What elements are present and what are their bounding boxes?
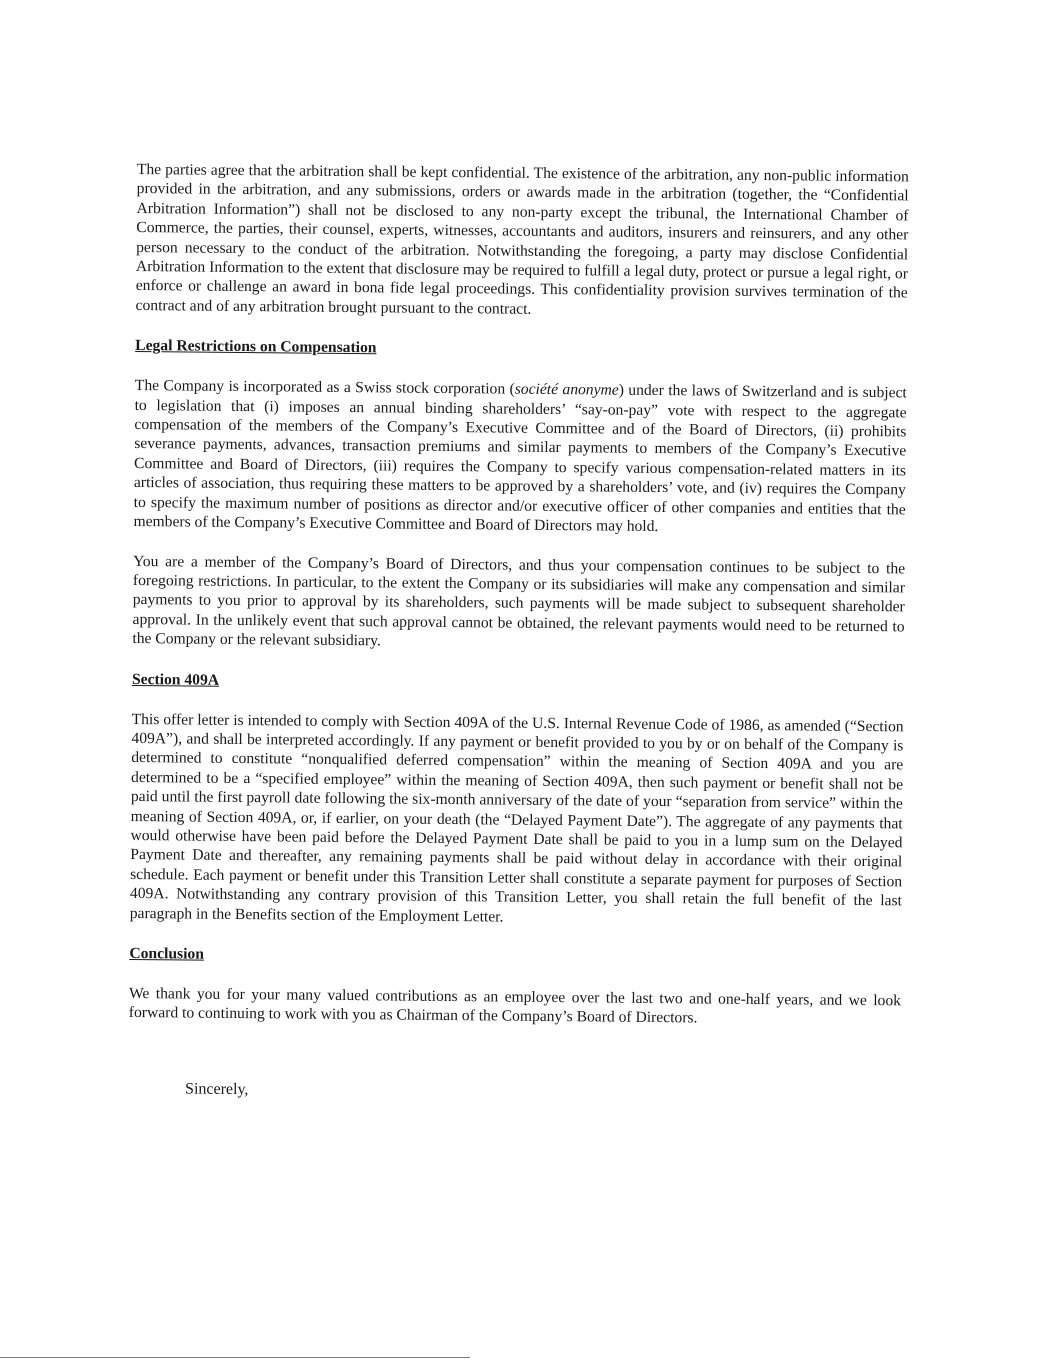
section-409a-paragraph: This offer letter is intended to comply with Section 409A of the U.S. Internal Revenue Code of 1986, as amended (“Section 409A”), and shall be interpreted accordingly. If any payment or benefit provided to you by or on behalf of the Company is determined to constitute “nonqualified deferred compensation” within the meaning of Section 409A and you are determined to be a “specified employee” within the meaning of Section 409A, then such payment or benefit shall not be paid until the first payroll date following the six-month anniversary of the date of your “separation from service” within the meaning of Section 409A, or, if earlier, on your death (the “Delayed Payment Date”). The aggregate of any payments that would otherwise have been paid before the Delayed Payment Date shall be paid to you in a lump sum on the Delayed Payment Date and thereafter, any remaining payments shall be paid without delay in accordance with their original schedule. Each payment or benefit under this Transition Letter shall constitute a separate payment for purposes of Section 409A. Notwithstanding any contrary provision of this Transition Letter, you shall retain the full benefit of the last paragraph in the Benefits section of the Employment Letter.	[129, 710, 904, 926]
confidentiality-paragraph: The parties agree that the arbitration shall be kept confidential. The existence of the arbitration, any non-public information provided in the arbitration, and any submissions, orders or awards made in the arbitration (together, the “Confidential Arbitration Information”) shall not be disclosed to any non-party except the tribunal, the International Chamber of Commerce, the parties, their counsel, experts, witnesses, accountants and auditors, insurers and reinsurers, and any other person necessary to the conduct of the arbitration. Notwithstanding the foregoing, a party may disclose Confidential Arbitration Information to the extent that disclosure may be required to fulfill a legal duty, protect or pursue a legal right, or enforce or challenge an award in bona fide legal proceedings. This confidentiality provision survives termination of the contract and of any arbitration brought pursuant to the contract.	[135, 160, 909, 318]
closing-salutation: Sincerely,	[185, 1080, 249, 1098]
legal-restrictions-italic-term: société anonyme	[514, 380, 619, 399]
legal-restrictions-text-a: The Company is incorporated as a Swiss stock corporation (	[134, 377, 515, 398]
letter-body	[128, 160, 909, 1106]
heading-section-409a: Section 409A	[131, 670, 220, 689]
conclusion-paragraph: We thank you for your many valued contributions as an employee over the last two and one-half years, and we look forward to continuing to work with you as Chairman of the Company’s Board of Directors.	[128, 984, 902, 1027]
heading-conclusion: Conclusion	[129, 944, 204, 963]
legal-restrictions-text-b: ) under the laws of Switzerland and is subject to legislation that (i) imposes an annual binding shareholders’ “say-on-pay” vote with respect to the aggregate compensation of the members of the Company’s Executive Committee and of the Board of Directors, (ii) prohibits severance payments, advances, transaction premiums and similar payments to members of the Company’s Executive Committee and Board of Directors, (iii) requires the Company to specify various compensation-related matters in its articles of association, thus requiring these matters to be approved by a shareholders’ vote, and (iv) requires the Company to specify the maximum number of positions as director and/or executive officer of other companies and entities that the members of the Company’s Executive Committee and Board of Directors may hold.	[133, 381, 907, 536]
heading-legal-restrictions: Legal Restrictions on Compensation	[135, 337, 377, 357]
legal-restrictions-paragraph-2: You are a member of the Company’s Board of Directors, and thus your compensation continues to be subject to the foregoing restrictions. In particular, to the extent the Company or its subsidiaries will make any compensation and similar payments to you prior to approval by its shareholders, such payments will be made subject to subsequent shareholder approval. In the unlikely event that such approval cannot be obtained, the relevant payments would need to be returned to the Company or the relevant subsidiary.	[132, 552, 906, 650]
scan-edge-line	[0, 1357, 470, 1358]
legal-restrictions-paragraph-1	[133, 376, 906, 539]
